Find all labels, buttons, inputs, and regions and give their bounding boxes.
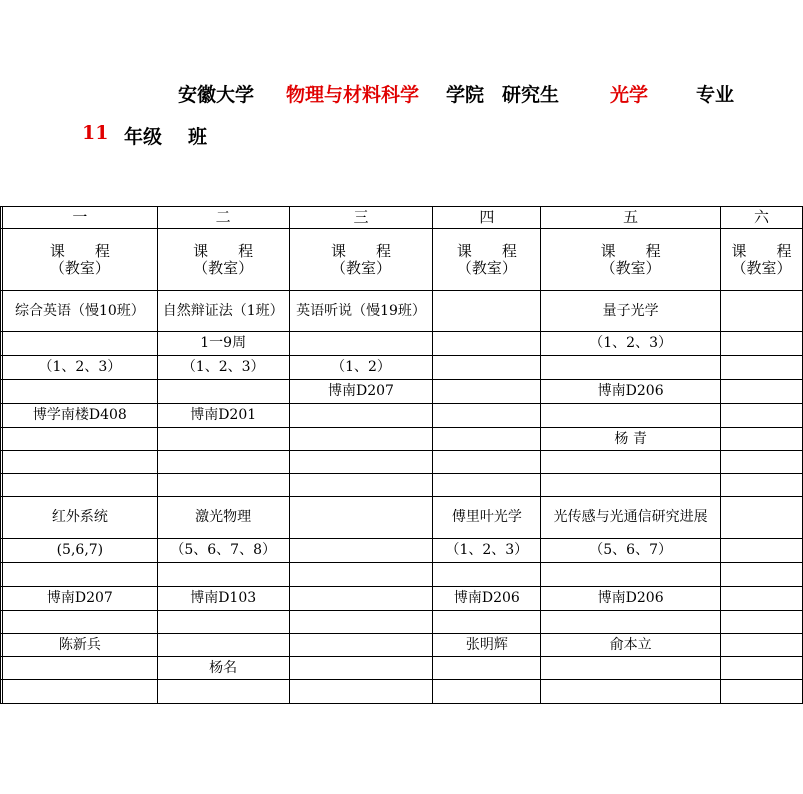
table-cell <box>433 451 541 474</box>
table-cell: 三 <box>289 207 433 229</box>
table-cell <box>289 634 433 657</box>
grade-suffix: 年级 <box>124 126 163 148</box>
table-row <box>1 229 803 291</box>
table-row <box>1 291 803 332</box>
grade-number: 11 <box>82 122 109 144</box>
table-cell: （1、2） <box>289 356 433 380</box>
table-cell <box>2 428 157 451</box>
table-cell: 博南D206 <box>433 587 541 611</box>
table-cell: 博南D206 <box>541 587 721 611</box>
table-row <box>1 634 803 657</box>
table-cell <box>2 563 157 587</box>
table-cell: 俞本立 <box>541 634 721 657</box>
table-cell <box>2 332 157 356</box>
study-level: 研究生 <box>502 84 560 106</box>
college-suffix: 学院 <box>446 84 485 106</box>
table-cell <box>289 404 433 428</box>
table-cell <box>157 634 289 657</box>
table-row <box>1 404 803 428</box>
table-cell <box>541 474 721 497</box>
table-cell <box>289 680 433 704</box>
table-cell: 博南D103 <box>157 587 289 611</box>
table-cell <box>433 291 541 332</box>
table-cell <box>721 428 803 451</box>
table-cell <box>433 332 541 356</box>
table-cell <box>157 380 289 404</box>
table-cell <box>289 657 433 680</box>
table-cell: 六 <box>721 207 803 229</box>
table-cell <box>2 611 157 634</box>
table-cell <box>289 563 433 587</box>
table-cell: 二 <box>157 207 289 229</box>
table-cell <box>157 680 289 704</box>
table-row <box>1 356 803 380</box>
table-cell <box>541 451 721 474</box>
table-cell <box>721 404 803 428</box>
table-cell <box>721 587 803 611</box>
table-cell: （1、2、3） <box>157 356 289 380</box>
table-cell <box>721 291 803 332</box>
table-row <box>1 451 803 474</box>
table-cell <box>721 680 803 704</box>
table-cell <box>433 563 541 587</box>
table-cell: 博南D201 <box>157 404 289 428</box>
table-cell: （5、6、7） <box>541 539 721 563</box>
table-cell <box>289 611 433 634</box>
table-cell <box>433 657 541 680</box>
table-cell: 博南D207 <box>289 380 433 404</box>
table-cell <box>289 587 433 611</box>
table-cell <box>2 680 157 704</box>
table-cell: 博南D206 <box>541 380 721 404</box>
course-schedule-table <box>0 206 803 704</box>
table-cell: 课 程 （教室） <box>289 229 433 291</box>
table-cell <box>721 657 803 680</box>
table-cell <box>721 497 803 539</box>
table-row <box>1 680 803 704</box>
table-cell: 张明辉 <box>433 634 541 657</box>
college-name: 物理与材料科学 <box>286 84 420 106</box>
table-cell: (5,6,7) <box>2 539 157 563</box>
table-cell: 综合英语（慢10班） <box>2 291 157 332</box>
table-cell: 课 程 （教室） <box>541 229 721 291</box>
table-cell: 英语听说（慢19班） <box>289 291 433 332</box>
table-cell <box>433 474 541 497</box>
table-cell: 激光物理 <box>157 497 289 539</box>
table-cell <box>541 657 721 680</box>
table-cell: 杨 青 <box>541 428 721 451</box>
table-cell <box>541 680 721 704</box>
table-cell <box>721 356 803 380</box>
table-cell <box>157 611 289 634</box>
table-cell <box>433 380 541 404</box>
table-cell: 一 <box>2 207 157 229</box>
table-cell: 课 程 （教室） <box>157 229 289 291</box>
table-cell: 课 程 （教室） <box>433 229 541 291</box>
table-cell <box>2 380 157 404</box>
table-cell: （1、2、3） <box>2 356 157 380</box>
table-row <box>1 657 803 680</box>
major-suffix: 专业 <box>696 84 735 106</box>
table-row <box>1 497 803 539</box>
table-cell: （5、6、7、8） <box>157 539 289 563</box>
table-cell <box>289 428 433 451</box>
table-cell: 自然辩证法（1班） <box>157 291 289 332</box>
table-cell <box>721 474 803 497</box>
table-cell <box>157 474 289 497</box>
table-row <box>1 207 803 229</box>
table-row <box>1 587 803 611</box>
table-cell <box>433 680 541 704</box>
table-cell <box>721 611 803 634</box>
table-cell: 光传感与光通信研究进展 <box>541 497 721 539</box>
table-cell <box>433 428 541 451</box>
table-cell: （1、2、3） <box>433 539 541 563</box>
table-cell: 红外系统 <box>2 497 157 539</box>
table-cell: 五 <box>541 207 721 229</box>
table-cell <box>541 404 721 428</box>
table-cell <box>157 428 289 451</box>
table-row <box>1 332 803 356</box>
table-cell: 杨名 <box>157 657 289 680</box>
table-cell <box>433 404 541 428</box>
table-cell <box>433 356 541 380</box>
table-cell <box>541 611 721 634</box>
table-cell <box>721 380 803 404</box>
table-cell: 1一9周 <box>157 332 289 356</box>
table-cell: 博南D207 <box>2 587 157 611</box>
table-cell: 课 程 （教室） <box>721 229 803 291</box>
table-cell: 量子光学 <box>541 291 721 332</box>
table-row <box>1 474 803 497</box>
table-row <box>1 380 803 404</box>
table-cell <box>289 332 433 356</box>
table-cell <box>433 611 541 634</box>
table-cell <box>289 497 433 539</box>
table-cell <box>289 539 433 563</box>
table-cell <box>2 657 157 680</box>
table-cell <box>541 356 721 380</box>
table-row <box>1 563 803 587</box>
table-cell <box>541 563 721 587</box>
table-cell <box>721 563 803 587</box>
table-cell: 课 程 （教室） <box>2 229 157 291</box>
major-name: 光学 <box>610 84 649 106</box>
table-cell: 陈新兵 <box>2 634 157 657</box>
table-cell <box>289 474 433 497</box>
table-cell <box>721 451 803 474</box>
table-cell: 博学南楼D408 <box>2 404 157 428</box>
table-cell <box>2 474 157 497</box>
table-cell <box>157 451 289 474</box>
table-cell <box>721 332 803 356</box>
table-cell <box>289 451 433 474</box>
university-name: 安徽大学 <box>178 84 255 106</box>
class-label: 班 <box>188 126 208 148</box>
table-cell: （1、2、3） <box>541 332 721 356</box>
table-row <box>1 611 803 634</box>
table-cell <box>721 634 803 657</box>
table-cell: 四 <box>433 207 541 229</box>
table-cell <box>721 539 803 563</box>
table-cell: 傅里叶光学 <box>433 497 541 539</box>
table-cell <box>157 563 289 587</box>
table-row <box>1 428 803 451</box>
table-cell <box>2 451 157 474</box>
table-row <box>1 539 803 563</box>
